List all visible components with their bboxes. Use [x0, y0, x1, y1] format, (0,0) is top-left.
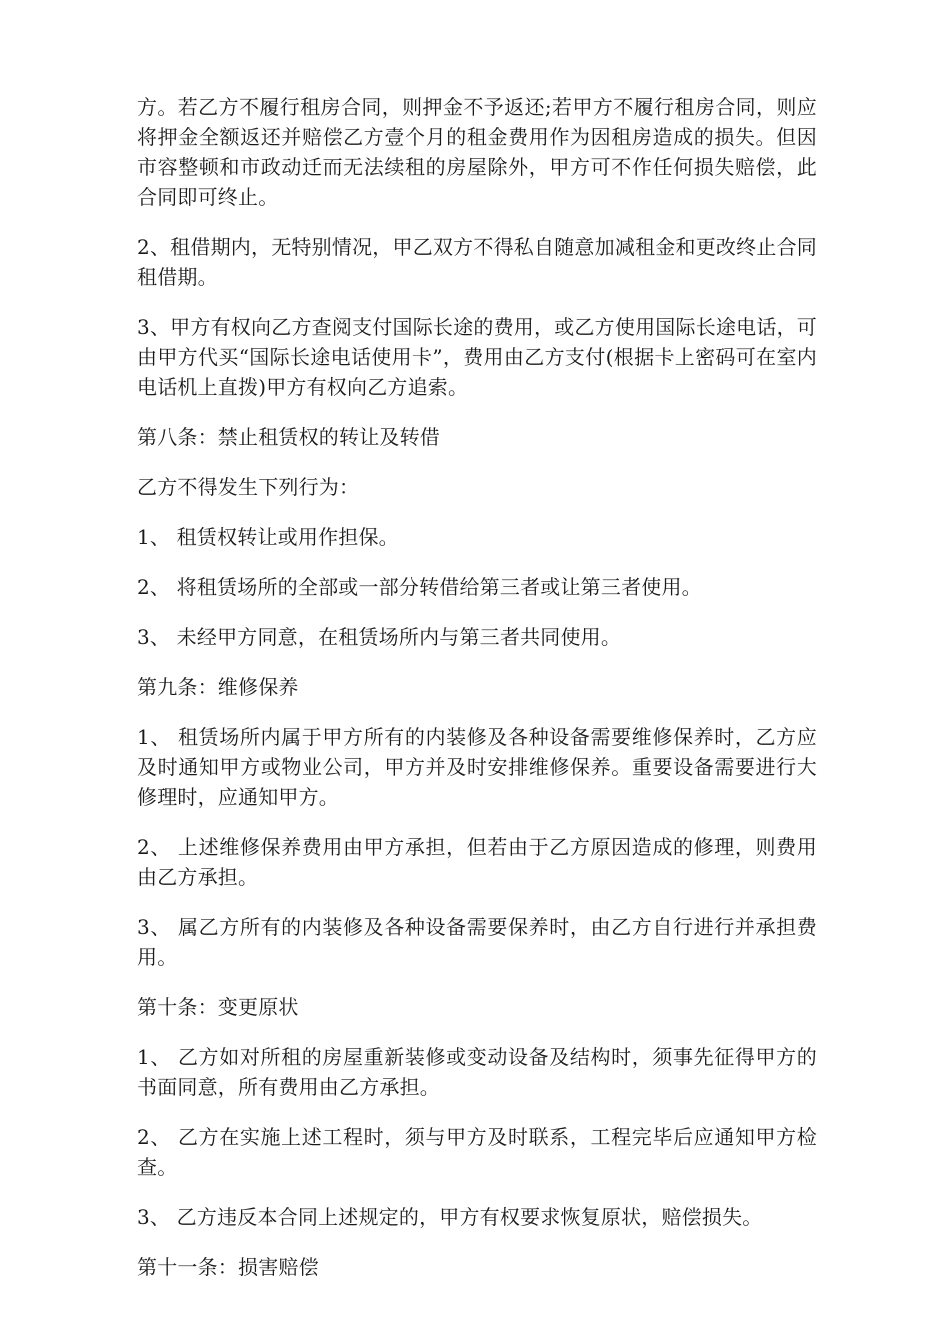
paragraph-international-calls: 3、甲方有权向乙方查阅支付国际长途的费用，或乙方使用国际长途电话，可由甲方代买“国际长途电话使用卡”，费用由乙方支付(根据卡上密码可在室内电话机上直拨)甲方有权向乙方追索。 — [137, 315, 817, 399]
list-item-8-2: 2、 将租赁场所的全部或一部分转借给第三者或让第三者使用。 — [137, 575, 702, 599]
paragraph-rent-change: 2、租借期内，无特别情况，甲乙双方不得私自随意加减租金和更改终止合同租借期。 — [137, 235, 817, 289]
list-item-9-1: 1、 租赁场所内属于甲方所有的内装修及各种设备需要维修保养时，乙方应及时通知甲方或物业公司，甲方并及时安排维修保养。重要设备需要进行大修理时，应通知甲方。 — [137, 725, 817, 809]
section-heading-article-8: 第八条：禁止租赁权的转让及转借 — [137, 425, 440, 449]
list-item-10-2: 2、 乙方在实施上述工程时，须与甲方及时联系，工程完毕后应通知甲方检查。 — [137, 1125, 817, 1179]
list-item-8-3: 3、 未经甲方同意，在租赁场所内与第三者共同使用。 — [137, 625, 622, 649]
paragraph-prohibited-acts-intro: 乙方不得发生下列行为： — [137, 475, 360, 499]
list-item-8-1: 1、 租赁权转让或用作担保。 — [137, 525, 399, 549]
list-item-10-1: 1、 乙方如对所租的房屋重新装修或变动设备及结构时，须事先征得甲方的书面同意，所有费用由乙方承担。 — [137, 1045, 817, 1099]
paragraph-deposit-terms: 方。若乙方不履行租房合同，则押金不予返还;若甲方不履行租房合同，则应将押金全额返还并赔偿乙方壹个月的租金费用作为因租房造成的损失。但因市容整顿和市政动迁而无法续租的房屋除外，甲方可不作任何损失赔偿，此合同即可终止。 — [137, 95, 817, 209]
section-heading-article-9: 第九条：维修保养 — [137, 675, 299, 699]
document-body — [137, 92, 817, 1302]
list-item-9-2: 2、 上述维修保养费用由甲方承担，但若由于乙方原因造成的修理，则费用由乙方承担。 — [137, 835, 817, 889]
list-item-10-3: 3、 乙方违反本合同上述规定的，甲方有权要求恢复原状，赔偿损失。 — [137, 1205, 763, 1229]
list-item-9-3: 3、 属乙方所有的内装修及各种设备需要保养时，由乙方自行进行并承担费用。 — [137, 915, 817, 969]
section-heading-article-11: 第十一条：损害赔偿 — [137, 1255, 319, 1279]
section-heading-article-10: 第十条：变更原状 — [137, 995, 299, 1019]
